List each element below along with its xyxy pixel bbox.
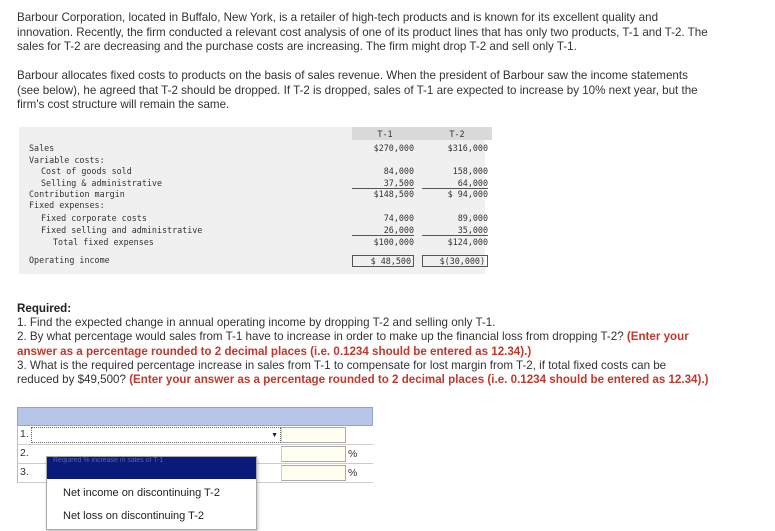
statement-row [19, 143, 488, 155]
intro-line: Barbour allocates fixed costs to products on the basis of sales revenue. When the president of Barbour saw the income statements [17, 69, 688, 82]
question-3-line: 3. What is the required percentage increase in sales from T-1 to compensate for lost margin from T-2, if total fixed costs can be [17, 358, 667, 372]
intro-paragraph-2 [17, 69, 767, 113]
statement-value-t1: 84,000 [383, 166, 414, 176]
chevron-down-icon[interactable]: ▼ [271, 432, 278, 439]
dropdown-option-net-income[interactable]: Net income on discontinuing T-2 [63, 487, 220, 499]
question-3-note: (Enter your answer as a percentage rounded to 2 decimal places (i.e. 0.1234 should be entered as 12.34).) [129, 373, 709, 387]
statement-value-t1: $148,500 [373, 189, 414, 199]
percent-sign: % [348, 448, 358, 460]
statement-row-label: Fixed selling and administrative [41, 225, 203, 235]
statement-value-t1: 74,000 [383, 213, 414, 223]
intro-line: sales for T-2 are decreasing and the purchase costs are increasing. The firm might drop T-2 and sell only T-1. [17, 40, 577, 53]
intro-line: Barbour Corporation, located in Buffalo, New York, is a retailer of high-tech products and is known for its excellent quality and [17, 11, 659, 24]
statement-row [19, 225, 488, 237]
statement-row-label: Contribution margin [29, 189, 125, 199]
statement-value-t2: 89,000 [457, 213, 488, 223]
statement-value-t2: $124,000 [447, 237, 488, 247]
answer-1-amount-input[interactable] [281, 427, 346, 443]
statement-row-label: Selling & administrative [41, 178, 163, 188]
statement-value-t2: $(30,000) [422, 255, 488, 267]
row-number: 2. [20, 447, 29, 459]
col-header-t1: T-1 [377, 129, 393, 139]
statement-row [19, 200, 485, 212]
statement-value-t2: 158,000 [452, 166, 488, 176]
answer-table-header [17, 407, 373, 426]
statement-row [19, 213, 488, 225]
statement-value-t2: 64,000 [422, 178, 488, 189]
statement-value-t1: $270,000 [373, 143, 414, 153]
answer-row-1 [17, 426, 373, 445]
required-section [17, 302, 769, 387]
intro-paragraph-1 [17, 11, 767, 55]
dropdown-option-net-loss[interactable]: Net loss on discontinuing T-2 [63, 510, 205, 522]
statement-row-label: Fixed expenses: [29, 200, 105, 210]
statement-row [19, 237, 488, 249]
required-heading: Required: [17, 302, 72, 315]
question-2-note-cont: answer as a percentage rounded to 2 decimal places (i.e. 0.1234 should be entered as 12.34).) [17, 344, 532, 358]
statement-row-label: Total fixed expenses [53, 237, 154, 247]
statement-row [19, 255, 485, 267]
row-number: 1. [20, 428, 29, 440]
question-3-text: reduced by $49,500? [17, 373, 126, 387]
statement-row-label: Operating income [29, 255, 110, 265]
intro-line: innovation. Recently, the firm conducted a relevant cost analysis of one of its product lines that has only two products, T-1 and T-2. The [17, 25, 708, 39]
statement-value-t1: 37,500 [352, 178, 414, 189]
question-2-note: (Enter your [626, 330, 689, 344]
dropdown-highlighted-option[interactable] [47, 457, 256, 479]
statement-value-t1: $ 48,500 [352, 255, 414, 267]
row-number: 3. [20, 466, 29, 478]
intro-line: (see below), he agreed that T-2 should be dropped. If T-2 is dropped, sales of T-1 are expected to increase by 10% next year, but the [17, 83, 698, 97]
intro-line: firm's cost structure will remain the same. [17, 98, 230, 111]
income-statement [19, 127, 488, 274]
statement-row [19, 166, 488, 178]
occluded-row-label: Required % increase in sales of T-1 [53, 457, 164, 464]
percent-sign: % [348, 467, 358, 479]
statement-value-t2: $ 94,000 [447, 189, 488, 199]
statement-row-label: Fixed corporate costs [41, 213, 147, 223]
statement-value-t1: 26,000 [352, 225, 414, 236]
statement-value-t2: 35,000 [422, 225, 488, 236]
answer-3-input[interactable] [281, 465, 346, 481]
answer-1-dropdown[interactable] [31, 427, 281, 443]
question-2-text: 2. By what percentage would sales from T-1 have to increase in order to make up the financial loss from dropping T-2? [17, 330, 624, 344]
answer-1-dropdown-menu [46, 456, 257, 530]
statement-row-label: Variable costs: [29, 155, 105, 165]
question-2 [17, 330, 769, 344]
answer-2-input[interactable] [281, 446, 346, 462]
statement-value-t1: $100,000 [373, 237, 414, 247]
statement-row-label: Cost of goods sold [41, 166, 132, 176]
col-header-t2: T-2 [449, 129, 465, 139]
question-1: 1. Find the expected change in annual operating income by dropping T-2 and selling only T-1. [17, 316, 496, 330]
statement-value-t2: $316,000 [447, 143, 488, 153]
statement-row-label: Sales [29, 143, 55, 153]
question-3 [17, 373, 769, 387]
